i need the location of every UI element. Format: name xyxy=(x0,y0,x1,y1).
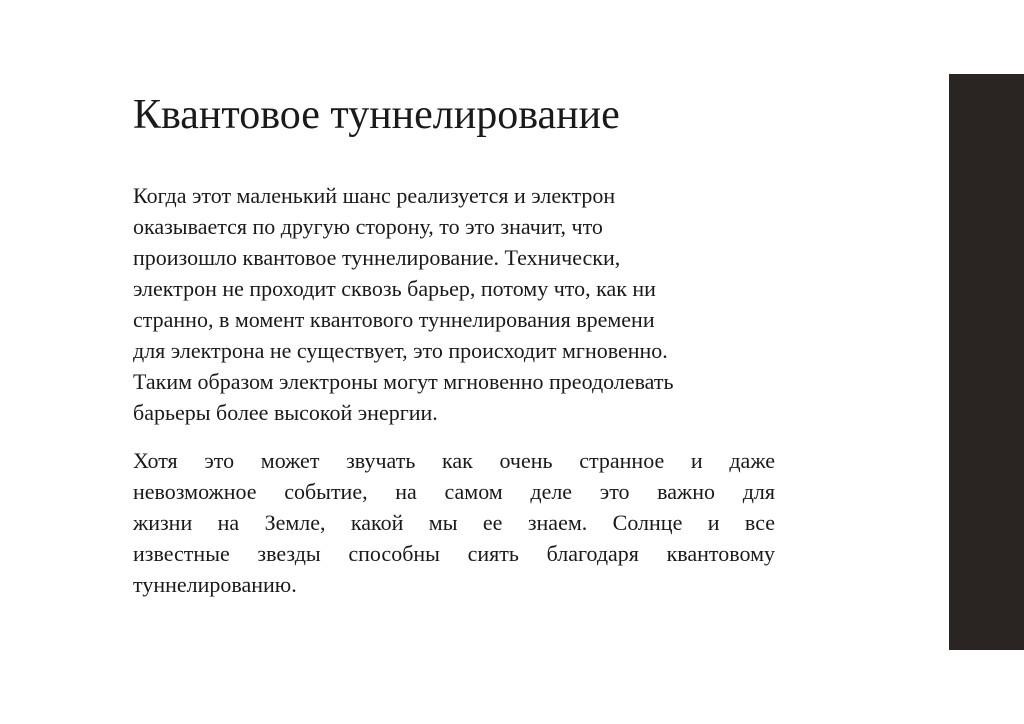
paragraph-line: электрон не проходит сквозь барьер, потому что, как ни xyxy=(133,276,656,301)
paragraph-line: Хотя это может звучать как очень странное и даже xyxy=(133,448,775,473)
paragraph-2 xyxy=(133,445,775,600)
slide-title: Квантовое туннелирование xyxy=(133,92,620,138)
paragraph-line: невозможное событие, на самом деле это важно для xyxy=(133,479,775,504)
paragraph-line: известные звезды способны сиять благодаря квантовому xyxy=(133,541,775,566)
slide-body xyxy=(133,180,775,600)
paragraph-line: Таким образом электроны могут мгновенно преодолевать xyxy=(133,369,674,394)
paragraph-line: барьеры более высокой энергии. xyxy=(133,400,438,425)
paragraph-line: произошло квантовое туннелирование. Технически, xyxy=(133,245,621,270)
paragraph-line: для электрона не существует, это происходит мгновенно. xyxy=(133,338,668,363)
paragraph-line: жизни на Земле, какой мы ее знаем. Солнце и все xyxy=(133,510,775,535)
paragraph-line: оказывается по другую сторону, то это значит, что xyxy=(133,214,603,239)
paragraph-1 xyxy=(133,180,775,428)
paragraph-line: странно, в момент квантового туннелирования времени xyxy=(133,307,655,332)
paragraph-line: Когда этот маленький шанс реализуется и электрон xyxy=(133,183,616,208)
side-accent-bar xyxy=(949,74,1024,650)
paragraph-line: туннелированию. xyxy=(133,572,297,597)
